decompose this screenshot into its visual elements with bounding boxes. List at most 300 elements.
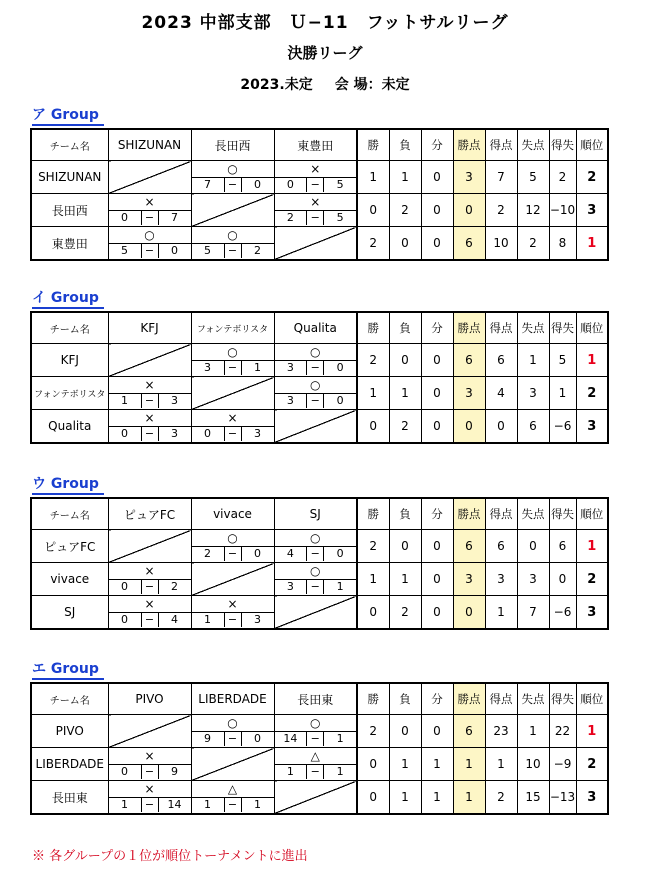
points-header: 勝点 — [453, 312, 485, 344]
score-for: 4 — [286, 547, 294, 560]
table-row — [31, 161, 608, 194]
goal-diff: −6 — [549, 410, 576, 444]
score-against: 2 — [171, 580, 178, 593]
result-symbol: ○ — [144, 228, 155, 242]
rank-header: 順位 — [576, 312, 608, 344]
wins: 1 — [357, 161, 389, 194]
score-against: 3 — [171, 394, 178, 407]
score-dash: − — [306, 211, 324, 225]
goals-against: 5 — [517, 161, 549, 194]
team-name: vivace — [31, 563, 108, 596]
result-symbol: ○ — [310, 716, 321, 730]
score-dash: − — [141, 765, 159, 779]
score-dash: − — [224, 244, 242, 258]
score-against: 2 — [254, 244, 261, 257]
result-symbol: × — [227, 597, 238, 611]
match-score — [275, 360, 357, 375]
losses: 1 — [389, 161, 421, 194]
group-title: イ Group — [32, 289, 104, 309]
rank: 2 — [576, 377, 608, 410]
result-symbol: △ — [227, 782, 238, 796]
score-for: 1 — [121, 798, 128, 811]
table-row — [31, 377, 608, 410]
score-against: 3 — [171, 427, 178, 440]
match-result-cell — [191, 596, 274, 630]
losses: 0 — [389, 715, 421, 748]
result-symbol: ○ — [310, 378, 321, 392]
goals-for: 0 — [485, 410, 517, 444]
score-against: 1 — [336, 580, 344, 593]
score-dash: − — [224, 732, 242, 746]
score-for: 0 — [121, 580, 128, 593]
wins: 2 — [357, 227, 389, 261]
match-result-cell — [274, 715, 357, 748]
goals-against: 12 — [517, 194, 549, 227]
match-result-cell — [108, 563, 191, 596]
goals-against: 6 — [517, 410, 549, 444]
losses: 2 — [389, 410, 421, 444]
table-row — [31, 563, 608, 596]
loss-header: 負 — [389, 498, 421, 530]
match-score — [109, 393, 191, 408]
losses: 0 — [389, 227, 421, 261]
group-block — [30, 476, 609, 630]
rank: 3 — [576, 410, 608, 444]
losses: 1 — [389, 377, 421, 410]
points: 6 — [453, 530, 485, 563]
match-score — [109, 579, 191, 594]
match-result-cell — [108, 748, 191, 781]
match-score — [275, 546, 357, 561]
points: 1 — [453, 748, 485, 781]
match-result-cell — [191, 227, 274, 261]
result-symbol: × — [310, 195, 321, 209]
match-score — [192, 426, 274, 441]
table-row — [31, 715, 608, 748]
match-result-cell — [274, 161, 357, 194]
score-for: 9 — [204, 732, 211, 745]
goals-for: 7 — [485, 161, 517, 194]
wins: 2 — [357, 530, 389, 563]
score-against: 14 — [167, 798, 182, 811]
score-against: 0 — [254, 547, 261, 560]
score-for: 1 — [121, 394, 128, 407]
page-title: 2023 中部支部 Ｕ−11 フットサルリーグ — [141, 13, 509, 33]
goal-diff: −13 — [549, 781, 576, 815]
score-against: 3 — [254, 427, 261, 440]
wins: 0 — [357, 194, 389, 227]
score-against: 0 — [336, 547, 344, 560]
table-row — [31, 781, 608, 815]
team-name: PIVO — [31, 715, 108, 748]
score-dash: − — [141, 613, 159, 627]
result-symbol: × — [144, 782, 155, 796]
group-block — [30, 290, 609, 444]
opponent-header: フォンテボリスタ — [191, 312, 274, 344]
score-dash: − — [306, 361, 324, 375]
opponent-header: ピュアFC — [108, 498, 191, 530]
draws: 0 — [421, 530, 453, 563]
rank-header: 順位 — [576, 129, 608, 161]
team-name: LIBERDADE — [31, 748, 108, 781]
score-for: 7 — [204, 178, 211, 191]
goal-diff: −6 — [549, 596, 576, 630]
goals-for: 2 — [485, 194, 517, 227]
result-symbol: ○ — [227, 345, 238, 359]
team-name: KFJ — [31, 344, 108, 377]
match-score — [275, 393, 357, 408]
group-title: エ Group — [32, 660, 104, 680]
score-against: 0 — [254, 178, 261, 191]
score-against: 3 — [254, 613, 261, 626]
goals-for-header: 得点 — [485, 312, 517, 344]
opponent-header: LIBERDADE — [191, 683, 274, 715]
score-dash: − — [306, 580, 324, 594]
wins: 0 — [357, 596, 389, 630]
score-against: 4 — [171, 613, 178, 626]
result-symbol: × — [144, 564, 155, 578]
score-against: 7 — [171, 211, 178, 224]
goals-for: 6 — [485, 344, 517, 377]
points: 1 — [453, 781, 485, 815]
self-match-cell — [191, 194, 274, 227]
match-result-cell — [191, 781, 274, 815]
draw-header: 分 — [421, 683, 453, 715]
score-for: 3 — [286, 580, 294, 593]
score-dash: − — [141, 394, 159, 408]
score-for: 1 — [204, 798, 211, 811]
team-name: Qualita — [31, 410, 108, 444]
table-row — [31, 344, 608, 377]
losses: 0 — [389, 344, 421, 377]
result-symbol: △ — [310, 749, 320, 763]
goals-against: 10 — [517, 748, 549, 781]
score-for: 14 — [283, 732, 298, 745]
goal-diff: 1 — [549, 377, 576, 410]
match-score — [109, 426, 191, 441]
match-result-cell — [274, 530, 357, 563]
score-for: 5 — [121, 244, 128, 257]
wins: 1 — [357, 377, 389, 410]
score-dash: − — [224, 427, 242, 441]
self-match-cell — [191, 377, 274, 410]
match-score — [275, 731, 357, 746]
score-dash: − — [224, 178, 242, 192]
table-row — [31, 194, 608, 227]
score-dash: − — [224, 613, 242, 627]
draws: 0 — [421, 715, 453, 748]
header-row — [31, 683, 608, 715]
match-score — [275, 579, 357, 594]
match-score — [109, 612, 191, 627]
match-result-cell — [274, 344, 357, 377]
goals-against: 2 — [517, 227, 549, 261]
match-result-cell — [108, 194, 191, 227]
table-row — [31, 748, 608, 781]
match-score — [192, 797, 274, 812]
match-score — [109, 797, 191, 812]
points: 6 — [453, 715, 485, 748]
league-table — [30, 497, 609, 630]
event-venue: 会 場：未定 — [334, 77, 410, 93]
match-score — [109, 210, 191, 225]
team-name: SHIZUNAN — [31, 161, 108, 194]
goals-for: 3 — [485, 563, 517, 596]
match-result-cell — [108, 781, 191, 815]
team-name: ピュアFC — [31, 530, 108, 563]
score-for: 0 — [121, 211, 128, 224]
footnote: ※ 各グループの１位が順位トーナメントに進出 — [32, 849, 308, 864]
draws: 1 — [421, 781, 453, 815]
score-against: 1 — [336, 732, 344, 745]
rank: 3 — [576, 194, 608, 227]
self-match-cell — [108, 344, 191, 377]
self-match-cell — [191, 748, 274, 781]
result-symbol: ○ — [227, 531, 238, 545]
score-for: 0 — [286, 178, 294, 191]
goals-for: 1 — [485, 596, 517, 630]
goals-against: 1 — [517, 344, 549, 377]
goals-for-header: 得点 — [485, 129, 517, 161]
rank: 1 — [576, 715, 608, 748]
wins: 0 — [357, 748, 389, 781]
points: 6 — [453, 344, 485, 377]
rank: 1 — [576, 344, 608, 377]
match-result-cell — [274, 563, 357, 596]
group-block — [30, 661, 609, 815]
goals-against: 3 — [517, 377, 549, 410]
goals-against: 15 — [517, 781, 549, 815]
opponent-header: KFJ — [108, 312, 191, 344]
win-header: 勝 — [357, 498, 389, 530]
result-symbol: × — [144, 378, 155, 392]
match-score — [192, 243, 274, 258]
rank: 2 — [576, 161, 608, 194]
losses: 2 — [389, 194, 421, 227]
group-block — [30, 107, 609, 261]
table-row — [31, 227, 608, 261]
result-symbol: × — [310, 162, 321, 176]
score-dash: − — [141, 798, 159, 812]
points: 3 — [453, 377, 485, 410]
score-against: 1 — [254, 798, 261, 811]
score-dash: − — [224, 547, 242, 561]
goals-against: 7 — [517, 596, 549, 630]
score-for: 3 — [286, 361, 294, 374]
match-score — [109, 243, 191, 258]
self-match-cell — [191, 563, 274, 596]
date-venue — [0, 74, 650, 94]
opponent-header: SJ — [274, 498, 357, 530]
team-name: 長田西 — [31, 194, 108, 227]
result-symbol: × — [144, 749, 155, 763]
match-score — [192, 360, 274, 375]
group-title: ウ Group — [32, 475, 104, 495]
goals-for-header: 得点 — [485, 683, 517, 715]
losses: 0 — [389, 530, 421, 563]
points-header: 勝点 — [453, 683, 485, 715]
wins: 2 — [357, 344, 389, 377]
score-against: 0 — [336, 361, 344, 374]
goals-against: 3 — [517, 563, 549, 596]
goals-for-header: 得点 — [485, 498, 517, 530]
draws: 0 — [421, 410, 453, 444]
draws: 0 — [421, 194, 453, 227]
draws: 0 — [421, 161, 453, 194]
goal-diff: −9 — [549, 748, 576, 781]
rank: 3 — [576, 596, 608, 630]
table-row — [31, 410, 608, 444]
goals-for: 10 — [485, 227, 517, 261]
win-header: 勝 — [357, 129, 389, 161]
goals-for: 23 — [485, 715, 517, 748]
league-table — [30, 682, 609, 815]
rank: 2 — [576, 563, 608, 596]
draws: 1 — [421, 748, 453, 781]
win-header: 勝 — [357, 683, 389, 715]
goal-diff: 5 — [549, 344, 576, 377]
match-score — [192, 177, 274, 192]
self-match-cell — [274, 410, 357, 444]
score-against: 0 — [254, 732, 261, 745]
match-result-cell — [191, 715, 274, 748]
goal-diff-header: 得失 — [549, 498, 576, 530]
score-dash: − — [306, 547, 324, 561]
score-for: 0 — [204, 427, 211, 440]
result-symbol: ○ — [227, 716, 238, 730]
loss-header: 負 — [389, 683, 421, 715]
goal-diff: 2 — [549, 161, 576, 194]
score-for: 0 — [121, 765, 128, 778]
opponent-header: 長田東 — [274, 683, 357, 715]
draws: 0 — [421, 377, 453, 410]
goals-against-header: 失点 — [517, 683, 549, 715]
match-score — [275, 177, 357, 192]
opponent-header: Qualita — [274, 312, 357, 344]
goal-diff: −10 — [549, 194, 576, 227]
score-dash: − — [306, 178, 324, 192]
team-name-header: チーム名 — [31, 129, 108, 161]
group-title: ア Group — [32, 106, 104, 126]
match-result-cell — [191, 530, 274, 563]
match-result-cell — [274, 377, 357, 410]
match-score — [275, 210, 357, 225]
score-dash: − — [306, 765, 324, 779]
wins: 0 — [357, 781, 389, 815]
score-for: 0 — [121, 613, 128, 626]
event-date: 2023.未定 — [240, 77, 313, 93]
page-subtitle: 決勝リーグ — [287, 44, 363, 62]
league-table — [30, 311, 609, 444]
points: 0 — [453, 194, 485, 227]
loss-header: 負 — [389, 312, 421, 344]
self-match-cell — [108, 161, 191, 194]
self-match-cell — [108, 530, 191, 563]
match-score — [275, 764, 357, 779]
score-against: 1 — [336, 765, 344, 778]
win-header: 勝 — [357, 312, 389, 344]
losses: 1 — [389, 748, 421, 781]
draws: 0 — [421, 344, 453, 377]
match-result-cell — [274, 194, 357, 227]
score-for: 0 — [121, 427, 128, 440]
header-row — [31, 312, 608, 344]
rank-header: 順位 — [576, 498, 608, 530]
goals-against-header: 失点 — [517, 498, 549, 530]
points: 0 — [453, 410, 485, 444]
score-against: 1 — [254, 361, 261, 374]
result-symbol: ○ — [227, 228, 238, 242]
points: 3 — [453, 563, 485, 596]
score-for: 1 — [286, 765, 294, 778]
result-symbol: × — [144, 195, 155, 209]
team-name: 東豊田 — [31, 227, 108, 261]
self-match-cell — [108, 715, 191, 748]
score-dash: − — [141, 427, 159, 441]
team-name: 長田東 — [31, 781, 108, 815]
score-against: 5 — [336, 178, 344, 191]
score-dash: − — [224, 798, 242, 812]
match-score — [192, 546, 274, 561]
losses: 2 — [389, 596, 421, 630]
points-header: 勝点 — [453, 498, 485, 530]
goal-diff: 8 — [549, 227, 576, 261]
table-row — [31, 530, 608, 563]
self-match-cell — [274, 596, 357, 630]
rank: 1 — [576, 530, 608, 563]
goals-against: 0 — [517, 530, 549, 563]
score-against: 0 — [171, 244, 178, 257]
score-dash: − — [224, 361, 242, 375]
score-dash: − — [306, 732, 324, 746]
draws: 0 — [421, 563, 453, 596]
team-name: フォンテボリスタ — [31, 377, 108, 410]
opponent-header: 長田西 — [191, 129, 274, 161]
match-score — [192, 612, 274, 627]
rank: 1 — [576, 227, 608, 261]
goal-diff: 6 — [549, 530, 576, 563]
result-symbol: ○ — [310, 531, 321, 545]
match-result-cell — [191, 344, 274, 377]
match-result-cell — [108, 377, 191, 410]
draws: 0 — [421, 227, 453, 261]
result-symbol: × — [144, 411, 155, 425]
table-row — [31, 596, 608, 630]
losses: 1 — [389, 781, 421, 815]
score-dash: − — [141, 580, 159, 594]
score-for: 1 — [204, 613, 211, 626]
draws: 0 — [421, 596, 453, 630]
header-row — [31, 498, 608, 530]
match-result-cell — [108, 596, 191, 630]
draw-header: 分 — [421, 312, 453, 344]
goals-against-header: 失点 — [517, 312, 549, 344]
header-row — [31, 129, 608, 161]
team-name-header: チーム名 — [31, 683, 108, 715]
opponent-header: SHIZUNAN — [108, 129, 191, 161]
score-dash: − — [306, 394, 324, 408]
losses: 1 — [389, 563, 421, 596]
team-name: SJ — [31, 596, 108, 630]
score-dash: − — [141, 211, 159, 225]
goal-diff: 0 — [549, 563, 576, 596]
result-symbol: ○ — [310, 345, 321, 359]
goal-diff-header: 得失 — [549, 312, 576, 344]
goals-for: 6 — [485, 530, 517, 563]
points: 6 — [453, 227, 485, 261]
match-score — [192, 731, 274, 746]
league-table — [30, 128, 609, 261]
